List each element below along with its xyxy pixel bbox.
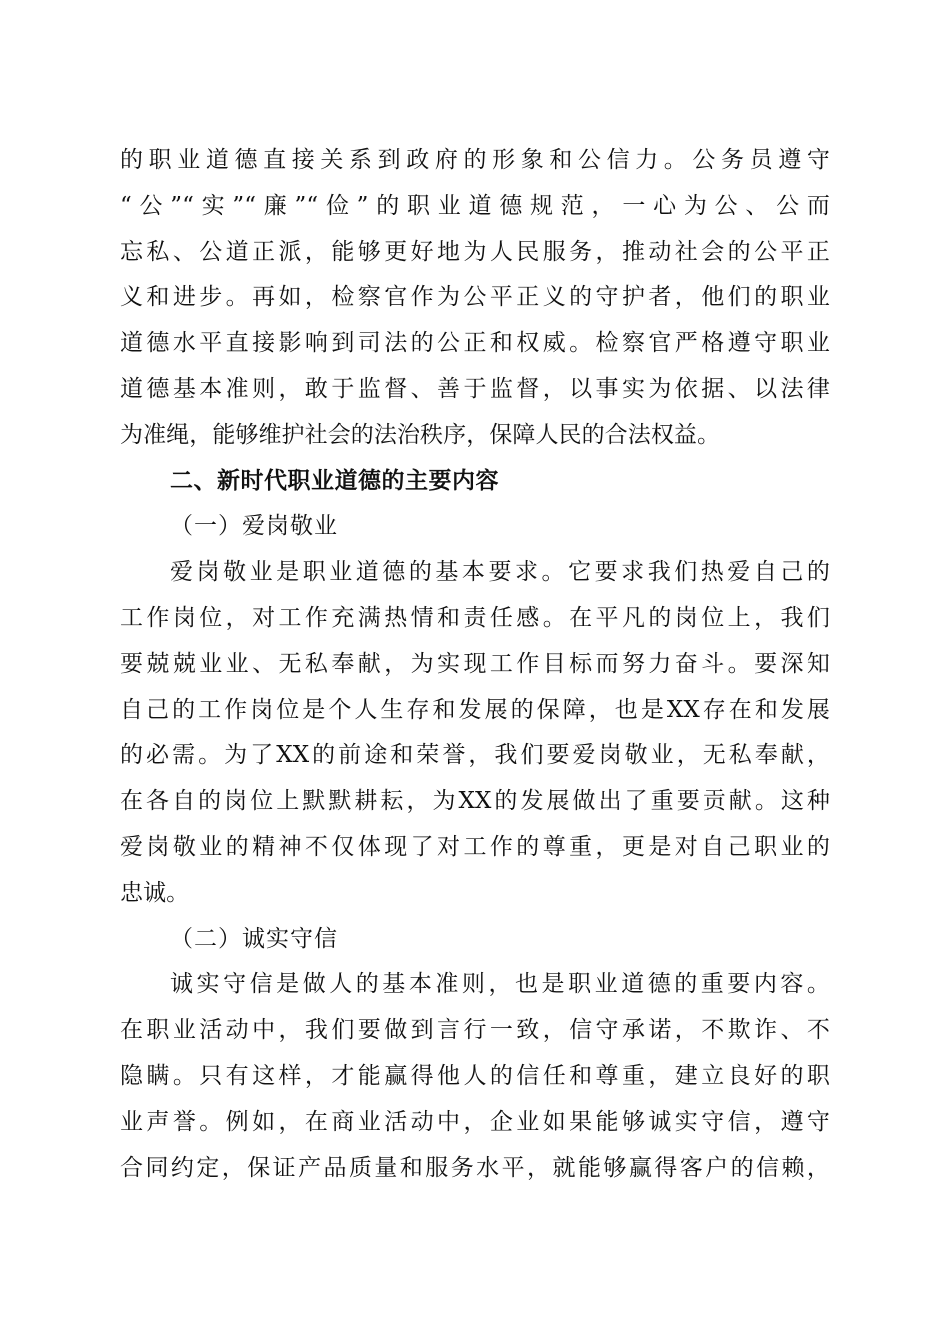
paragraph-honesty <box>120 962 830 1191</box>
text-line: 义和进步。再如，检察官作为公平正义的守护者，他们的职业 <box>120 284 830 311</box>
document-body <box>120 138 830 1191</box>
text-line: 忠诚。 <box>120 879 190 906</box>
subsection-heading-honesty: （二）诚实守信 <box>170 925 338 952</box>
text-line: 自己的工作岗位是个人生存和发展的保障，也是XX存在和发展 <box>120 696 830 723</box>
section-heading: 二、新时代职业道德的主要内容 <box>170 467 499 494</box>
text-line: 道德水平直接影响到司法的公正和权威。检察官严格遵守职业 <box>120 330 830 357</box>
paragraph-dedication <box>120 550 830 916</box>
paragraph-government-ethics <box>120 138 830 459</box>
text-line: “公”“实”“廉”“俭”的职业道德规范，一心为公、公而 <box>120 192 830 219</box>
text-line: 的职业道德直接关系到政府的形象和公信力。公务员遵守 <box>120 147 830 173</box>
text-line: 要兢兢业业、无私奉献，为实现工作目标而努力奋斗。要深知 <box>120 650 830 677</box>
text-line: 忘私、公道正派，能够更好地为人民服务，推动社会的公平正 <box>120 238 830 265</box>
text-line: 爱岗敬业的精神不仅体现了对工作的尊重，更是对自己职业的 <box>120 833 830 860</box>
text-line: 工作岗位，对工作充满热情和责任感。在平凡的岗位上，我们 <box>120 604 830 631</box>
text-line: 隐瞒。只有这样，才能赢得他人的信任和尊重，建立良好的职 <box>120 1062 830 1089</box>
text-line: 诚实守信是做人的基本准则，也是职业道德的重要内容。 <box>170 971 830 998</box>
text-line: 为准绳，能够维护社会的法治秩序，保障人民的合法权益。 <box>120 421 721 448</box>
text-line: 道德基本准则，敢于监督、善于监督，以事实为依据、以法律 <box>120 375 830 402</box>
subsection-heading-dedication: （一）爱岗敬业 <box>170 513 338 540</box>
text-line: 的必需。为了XX的前途和荣誉，我们要爱岗敬业，无私奉献， <box>120 742 830 769</box>
text-line: 业声誉。例如，在商业活动中，企业如果能够诚实守信，遵守 <box>120 1108 830 1135</box>
text-line: 合同约定，保证产品质量和服务水平，就能够赢得客户的信赖， <box>120 1154 830 1181</box>
text-line: 在职业活动中，我们要做到言行一致，信守承诺，不欺诈、不 <box>120 1017 830 1044</box>
text-line: 在各自的岗位上默默耕耘，为XX的发展做出了重要贡献。这种 <box>120 788 830 815</box>
text-line: 爱岗敬业是职业道德的基本要求。它要求我们热爱自己的 <box>170 559 830 586</box>
